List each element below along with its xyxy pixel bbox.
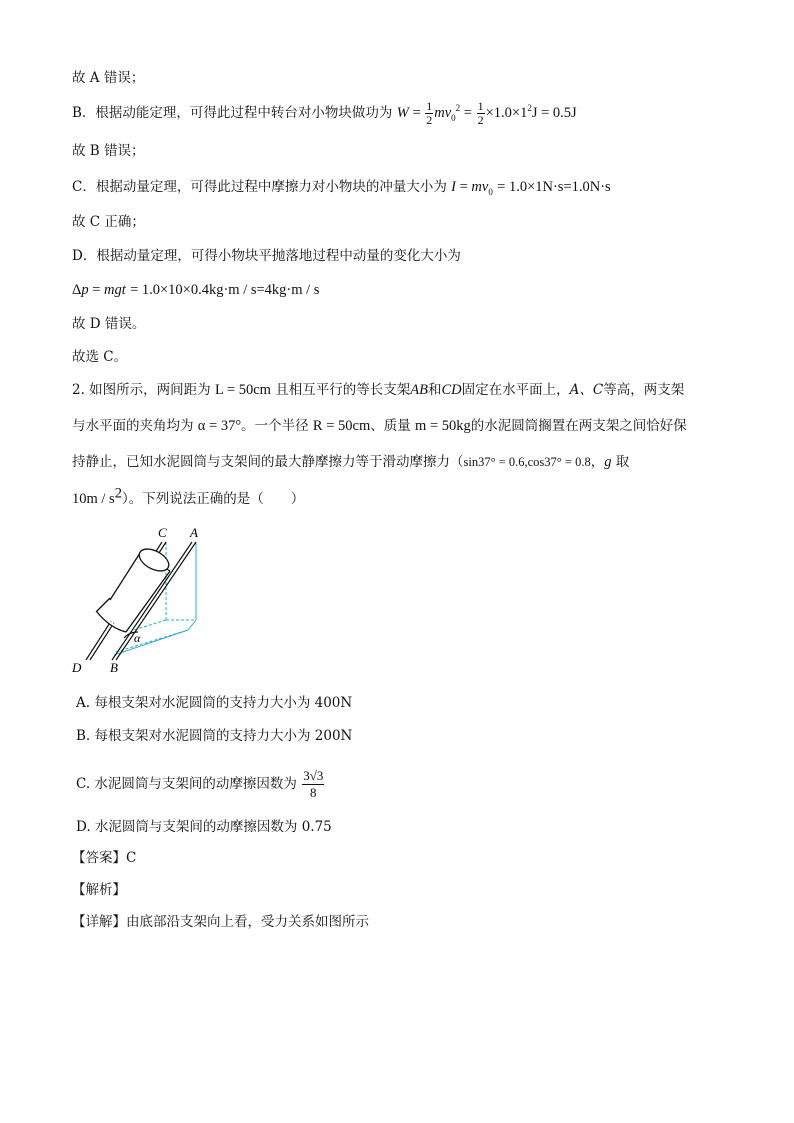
label-b: B — [110, 660, 118, 675]
mu-fraction: $\frac{3√3}{8}$ — [303, 768, 324, 800]
b-intro: B．根据动能定理，可得此过程中转台对小物块做功为 — [72, 104, 393, 121]
label-c: C — [158, 525, 167, 540]
label-d: D — [72, 660, 82, 675]
question-line-4: $10m / s^2$）。下列说法正确的是（ ） — [72, 485, 305, 507]
question-line-1: 2. 如图所示，两间距为 L = 50cm 且相互平行的等长支架AB和CD固定在水平面上，A、C等高，两支架 — [72, 382, 685, 398]
c-intro: C．根据动量定理，可得此过程中摩擦力对小物块的冲量大小为 — [72, 179, 447, 195]
d-formula-line — [72, 280, 319, 300]
d-result: = 1.0×10×0.4kg·m / s=4kg·m / s — [130, 282, 320, 298]
c-line — [72, 177, 611, 197]
b-wrong-line: 故 B 错误； — [72, 143, 145, 159]
b-result: = 0.5J — [541, 104, 577, 121]
b-line — [72, 100, 577, 127]
c-correct-line: 故 C 正确； — [72, 214, 145, 230]
b-formula: W = $\frac{1}{2}$ $mv_0^2$ = $\frac{1}{2}$ $\times 1.0\times 1^2J$ — [396, 99, 542, 127]
detail-line: 【详解】由底部沿支架向上看，受力关系如图所示 — [72, 914, 369, 930]
choose-line: 故选 C。 — [72, 349, 128, 365]
d-formula: Δp = mgt — [72, 282, 126, 298]
a-wrong-line: 故 A 错误； — [72, 70, 145, 86]
label-a: A — [190, 525, 198, 540]
d-wrong-line: 故 D 错误。 — [72, 316, 146, 332]
question-line-3: 持静止，已知水泥圆筒与支架间的最大静摩擦力等于滑动摩擦力（sin37° = 0.6,cos37° = 0.8，g 取 — [72, 454, 630, 470]
option-b[interactable]: B. 每根支架对水泥圆筒的支持力大小为 200N — [76, 728, 353, 744]
label-alpha: α — [134, 631, 141, 645]
question-line-2: 与水平面的夹角均为 α = 37°。一个半径 R = 50cm、质量 m = 50kg的水泥圆筒搁置在两支架之间恰好保 — [72, 418, 687, 434]
d-intro-line: D．根据动量定理，可得小物块平抛落地过程中动量的变化大小为 — [72, 248, 461, 264]
support-cylinder-figure — [66, 520, 216, 680]
option-a[interactable]: A. 每根支架对水泥圆筒的支持力大小为 400N — [76, 695, 353, 711]
c-formula: $I = mv_0$ — [451, 179, 493, 197]
answer-line: 【答案】C — [72, 850, 137, 866]
analysis-line: 【解析】 — [72, 882, 126, 898]
option-d[interactable]: D. 水泥圆筒与支架间的动摩擦因数为 0.75 — [76, 819, 332, 835]
option-c[interactable]: C. 水泥圆筒与支架间的动摩擦因数为 $\frac{3√3}{8}$ — [76, 768, 324, 800]
c-result: = 1.0×1N·s=1.0N·s — [497, 179, 611, 195]
